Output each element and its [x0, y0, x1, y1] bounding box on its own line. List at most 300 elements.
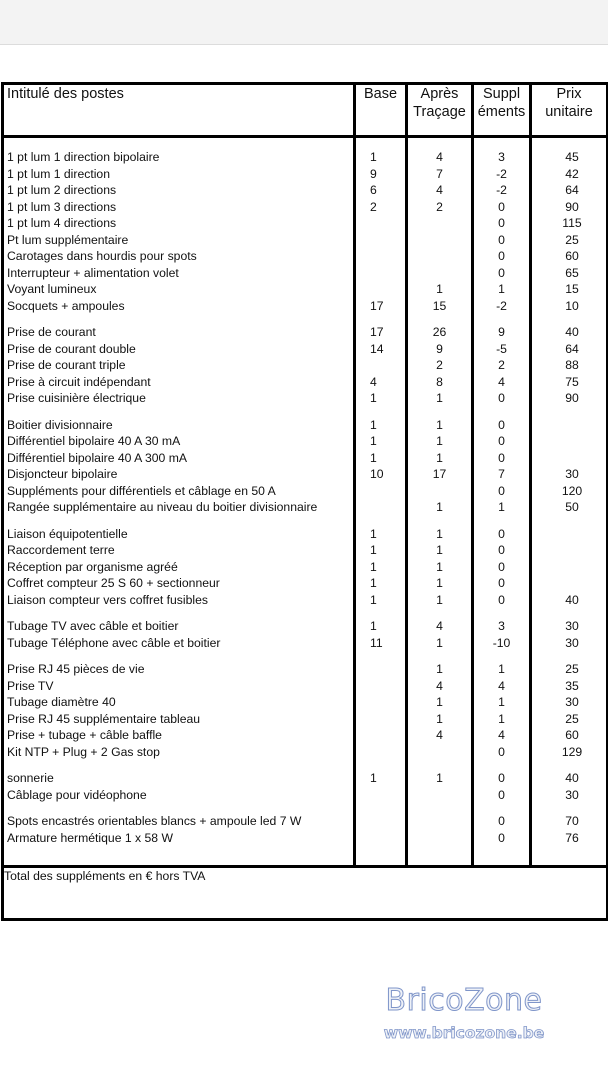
row-label: Rangée supplémentaire au niveau du boitier divisionnaire — [3, 499, 355, 516]
spacer-cell — [473, 608, 531, 618]
row-spacer — [3, 651, 608, 661]
table-row — [3, 182, 608, 199]
spacer-cell — [531, 407, 608, 417]
header-prix — [531, 84, 608, 137]
row-prix: 30 — [531, 618, 608, 635]
spacer-cell — [531, 651, 608, 661]
table-row — [3, 298, 608, 315]
row-prix — [531, 575, 608, 592]
row-apres: 8 — [407, 374, 473, 391]
row-prix: 25 — [531, 711, 608, 728]
row-suppl: 0 — [473, 483, 531, 500]
spacer-cell — [407, 760, 473, 770]
row-label: Prise cuisinière électrique — [3, 390, 355, 407]
row-suppl: 0 — [473, 450, 531, 467]
table-row — [3, 592, 608, 609]
row-base: 9 — [355, 166, 407, 183]
spacer-cell — [3, 651, 355, 661]
row-suppl: 1 — [473, 694, 531, 711]
header-suppl-line1: Suppl — [482, 86, 521, 102]
row-prix: 10 — [531, 298, 608, 315]
row-apres: 1 — [407, 526, 473, 543]
row-base — [355, 357, 407, 374]
row-base: 1 — [355, 770, 407, 787]
price-sheet — [1, 82, 606, 924]
spacer-cell — [355, 314, 407, 324]
row-spacer — [3, 803, 608, 813]
row-apres — [407, 265, 473, 282]
row-suppl: 0 — [473, 199, 531, 216]
spacer-cell — [473, 760, 531, 770]
row-label: Boitier divisionnaire — [3, 417, 355, 434]
row-label: Prise à circuit indépendant — [3, 374, 355, 391]
row-label: 1 pt lum 3 directions — [3, 199, 355, 216]
total-label: Total des suppléments en € hors TVA — [3, 867, 608, 920]
row-suppl: 0 — [473, 830, 531, 847]
row-base — [355, 232, 407, 249]
table-row — [3, 232, 608, 249]
row-suppl: 0 — [473, 526, 531, 543]
browser-top-bar — [0, 0, 608, 45]
row-spacer — [3, 516, 608, 526]
row-prix: 40 — [531, 324, 608, 341]
row-spacer — [3, 137, 608, 150]
row-base: 14 — [355, 341, 407, 358]
row-prix: 120 — [531, 483, 608, 500]
row-label: 1 pt lum 1 direction bipolaire — [3, 149, 355, 166]
table-row — [3, 265, 608, 282]
row-label: Liaison compteur vers coffret fusibles — [3, 592, 355, 609]
row-base: 1 — [355, 417, 407, 434]
row-apres — [407, 232, 473, 249]
spacer-cell — [3, 846, 355, 867]
spacer-cell — [407, 314, 473, 324]
row-prix: 60 — [531, 248, 608, 265]
row-label: Raccordement terre — [3, 542, 355, 559]
row-prix: 115 — [531, 215, 608, 232]
row-base: 1 — [355, 618, 407, 635]
spacer-cell — [531, 608, 608, 618]
row-suppl: 4 — [473, 678, 531, 695]
row-apres — [407, 813, 473, 830]
row-prix: 40 — [531, 770, 608, 787]
row-suppl: 0 — [473, 232, 531, 249]
row-apres: 1 — [407, 592, 473, 609]
row-base: 1 — [355, 592, 407, 609]
row-base — [355, 727, 407, 744]
spacer-cell — [407, 407, 473, 417]
header-suppl — [473, 84, 531, 137]
spacer-cell — [407, 608, 473, 618]
spacer-cell — [3, 608, 355, 618]
row-apres: 4 — [407, 182, 473, 199]
table-row — [3, 813, 608, 830]
table-row — [3, 374, 608, 391]
row-suppl: 0 — [473, 215, 531, 232]
table-row — [3, 324, 608, 341]
row-suppl: 0 — [473, 744, 531, 761]
spacer-cell — [3, 760, 355, 770]
header-base: Base — [355, 84, 407, 137]
table-row — [3, 711, 608, 728]
quote-table — [1, 82, 608, 921]
table-row — [3, 618, 608, 635]
row-prix: 88 — [531, 357, 608, 374]
row-label: Liaison équipotentielle — [3, 526, 355, 543]
row-apres: 1 — [407, 711, 473, 728]
row-label: Voyant lumineux — [3, 281, 355, 298]
row-label: Prise de courant — [3, 324, 355, 341]
table-row — [3, 390, 608, 407]
row-apres: 1 — [407, 635, 473, 652]
table-row — [3, 787, 608, 804]
row-apres — [407, 830, 473, 847]
row-suppl: 0 — [473, 390, 531, 407]
row-apres: 4 — [407, 727, 473, 744]
row-prix: 90 — [531, 390, 608, 407]
spacer-cell — [3, 803, 355, 813]
row-base: 1 — [355, 526, 407, 543]
table-row — [3, 830, 608, 847]
row-base — [355, 215, 407, 232]
table-row — [3, 744, 608, 761]
bricozone-url: www.bricozone.be — [383, 1024, 545, 1042]
row-suppl: 0 — [473, 559, 531, 576]
table-row — [3, 357, 608, 374]
spacer-cell — [355, 651, 407, 661]
row-prix: 35 — [531, 678, 608, 695]
row-prix: 70 — [531, 813, 608, 830]
row-apres: 1 — [407, 770, 473, 787]
row-apres: 17 — [407, 466, 473, 483]
row-spacer — [3, 760, 608, 770]
table-body — [3, 137, 608, 867]
row-base: 17 — [355, 298, 407, 315]
spacer-cell — [531, 760, 608, 770]
row-base: 1 — [355, 149, 407, 166]
row-apres: 4 — [407, 149, 473, 166]
table-row — [3, 499, 608, 516]
row-suppl: 0 — [473, 787, 531, 804]
table-row — [3, 248, 608, 265]
spacer-cell — [473, 137, 531, 150]
row-spacer — [3, 407, 608, 417]
spacer-cell — [355, 137, 407, 150]
row-suppl: -10 — [473, 635, 531, 652]
row-prix: 40 — [531, 592, 608, 609]
table-row — [3, 727, 608, 744]
row-base — [355, 248, 407, 265]
table-row — [3, 542, 608, 559]
row-prix — [531, 417, 608, 434]
row-base: 1 — [355, 390, 407, 407]
row-prix — [531, 559, 608, 576]
row-label: Prise RJ 45 pièces de vie — [3, 661, 355, 678]
row-label: Tubage diamètre 40 — [3, 694, 355, 711]
row-base — [355, 830, 407, 847]
table-row — [3, 450, 608, 467]
spacer-cell — [407, 803, 473, 813]
spacer-cell — [473, 314, 531, 324]
spacer-cell — [473, 651, 531, 661]
row-suppl: 2 — [473, 357, 531, 374]
table-header-row — [3, 84, 608, 137]
spacer-cell — [473, 407, 531, 417]
row-base — [355, 499, 407, 516]
row-prix: 50 — [531, 499, 608, 516]
spacer-cell — [531, 803, 608, 813]
spacer-cell — [355, 516, 407, 526]
row-suppl: -2 — [473, 182, 531, 199]
table-row — [3, 215, 608, 232]
row-label: Prise RJ 45 supplémentaire tableau — [3, 711, 355, 728]
row-apres: 2 — [407, 199, 473, 216]
row-apres: 1 — [407, 559, 473, 576]
row-apres — [407, 787, 473, 804]
header-prix-line1: Prix — [556, 86, 582, 102]
row-suppl: -2 — [473, 166, 531, 183]
row-base — [355, 694, 407, 711]
row-apres: 1 — [407, 575, 473, 592]
row-label: Disjoncteur bipolaire — [3, 466, 355, 483]
row-spacer — [3, 608, 608, 618]
row-base: 1 — [355, 433, 407, 450]
row-prix: 30 — [531, 694, 608, 711]
spacer-cell — [531, 314, 608, 324]
row-label: 1 pt lum 1 direction — [3, 166, 355, 183]
row-prix: 30 — [531, 635, 608, 652]
row-suppl: 0 — [473, 433, 531, 450]
row-label: Armature hermétique 1 x 58 W — [3, 830, 355, 847]
spacer-cell — [531, 516, 608, 526]
row-prix: 45 — [531, 149, 608, 166]
table-row — [3, 678, 608, 695]
row-apres: 1 — [407, 661, 473, 678]
row-apres: 1 — [407, 390, 473, 407]
row-label: 1 pt lum 4 directions — [3, 215, 355, 232]
row-prix — [531, 450, 608, 467]
spacer-cell — [355, 608, 407, 618]
row-apres: 9 — [407, 341, 473, 358]
spacer-cell — [531, 846, 608, 867]
row-suppl: 4 — [473, 374, 531, 391]
row-base: 6 — [355, 182, 407, 199]
row-base — [355, 813, 407, 830]
table-row — [3, 661, 608, 678]
row-suppl: 1 — [473, 711, 531, 728]
table-row — [3, 575, 608, 592]
row-base — [355, 281, 407, 298]
bricozone-logo: BricoZone — [385, 983, 543, 1018]
row-suppl: 7 — [473, 466, 531, 483]
row-label: Prise + tubage + câble baffle — [3, 727, 355, 744]
table-row — [3, 166, 608, 183]
row-label: Kit NTP + Plug + 2 Gas stop — [3, 744, 355, 761]
row-suppl: 4 — [473, 727, 531, 744]
row-label: Interrupteur + alimentation volet — [3, 265, 355, 282]
spacer-cell — [355, 407, 407, 417]
row-spacer — [3, 314, 608, 324]
spacer-cell — [355, 846, 407, 867]
row-prix: 90 — [531, 199, 608, 216]
row-prix: 60 — [531, 727, 608, 744]
row-prix: 25 — [531, 661, 608, 678]
row-apres: 1 — [407, 417, 473, 434]
table-row — [3, 770, 608, 787]
row-apres — [407, 215, 473, 232]
row-prix: 129 — [531, 744, 608, 761]
header-apres-line1: Après — [420, 86, 459, 102]
row-base — [355, 711, 407, 728]
row-label: Différentiel bipolaire 40 A 30 mA — [3, 433, 355, 450]
row-prix — [531, 433, 608, 450]
row-label: Réception par organisme agréé — [3, 559, 355, 576]
row-prix — [531, 526, 608, 543]
row-apres: 1 — [407, 433, 473, 450]
row-suppl: 1 — [473, 281, 531, 298]
row-label: Câblage pour vidéophone — [3, 787, 355, 804]
spacer-cell — [407, 516, 473, 526]
row-base: 2 — [355, 199, 407, 216]
spacer-cell — [3, 516, 355, 526]
row-label: 1 pt lum 2 directions — [3, 182, 355, 199]
total-row — [3, 867, 608, 920]
row-suppl: 0 — [473, 575, 531, 592]
spacer-cell — [3, 407, 355, 417]
row-suppl: 1 — [473, 499, 531, 516]
row-suppl: 1 — [473, 661, 531, 678]
row-suppl: 3 — [473, 618, 531, 635]
row-suppl: -2 — [473, 298, 531, 315]
spacer-cell — [407, 846, 473, 867]
row-suppl: 0 — [473, 592, 531, 609]
row-suppl: 0 — [473, 265, 531, 282]
table-row — [3, 433, 608, 450]
row-base: 1 — [355, 575, 407, 592]
table-row — [3, 526, 608, 543]
row-label: Prise de courant double — [3, 341, 355, 358]
spacer-cell — [355, 760, 407, 770]
row-prix — [531, 542, 608, 559]
row-apres: 15 — [407, 298, 473, 315]
row-prix: 64 — [531, 341, 608, 358]
row-suppl: -5 — [473, 341, 531, 358]
table-row — [3, 149, 608, 166]
row-base: 17 — [355, 324, 407, 341]
row-prix: 25 — [531, 232, 608, 249]
row-base — [355, 661, 407, 678]
spacer-cell — [3, 137, 355, 150]
row-suppl: 9 — [473, 324, 531, 341]
row-prix: 76 — [531, 830, 608, 847]
row-suppl: 0 — [473, 813, 531, 830]
row-label: Carotages dans hourdis pour spots — [3, 248, 355, 265]
row-prix: 15 — [531, 281, 608, 298]
row-label: Socquets + ampoules — [3, 298, 355, 315]
header-label: Intitulé des postes — [3, 84, 355, 137]
row-label: Spots encastrés orientables blancs + ampoule led 7 W — [3, 813, 355, 830]
table-row — [3, 466, 608, 483]
row-suppl: 0 — [473, 417, 531, 434]
row-apres — [407, 744, 473, 761]
row-base — [355, 265, 407, 282]
table-row — [3, 199, 608, 216]
row-apres: 1 — [407, 542, 473, 559]
spacer-cell — [473, 516, 531, 526]
row-label: Différentiel bipolaire 40 A 300 mA — [3, 450, 355, 467]
row-apres: 26 — [407, 324, 473, 341]
table-row — [3, 635, 608, 652]
row-prix: 75 — [531, 374, 608, 391]
spacer-cell — [473, 846, 531, 867]
row-base: 11 — [355, 635, 407, 652]
row-apres: 4 — [407, 678, 473, 695]
row-spacer — [3, 846, 608, 867]
row-label: Pt lum supplémentaire — [3, 232, 355, 249]
row-apres — [407, 483, 473, 500]
row-base — [355, 483, 407, 500]
spacer-cell — [407, 137, 473, 150]
header-apres-line2: Traçage — [413, 104, 466, 120]
table-row — [3, 694, 608, 711]
table-row — [3, 559, 608, 576]
row-prix: 30 — [531, 787, 608, 804]
row-suppl: 3 — [473, 149, 531, 166]
spacer-cell — [407, 651, 473, 661]
row-apres: 1 — [407, 694, 473, 711]
header-prix-line2: unitaire — [545, 104, 593, 120]
row-suppl: 0 — [473, 248, 531, 265]
row-prix: 30 — [531, 466, 608, 483]
row-base — [355, 678, 407, 695]
row-label: Prise de courant triple — [3, 357, 355, 374]
row-label: Coffret compteur 25 S 60 + sectionneur — [3, 575, 355, 592]
table-row — [3, 417, 608, 434]
row-apres: 7 — [407, 166, 473, 183]
row-base — [355, 787, 407, 804]
spacer-cell — [531, 137, 608, 150]
row-prix: 64 — [531, 182, 608, 199]
row-base — [355, 744, 407, 761]
row-base: 1 — [355, 559, 407, 576]
spacer-cell — [355, 803, 407, 813]
row-apres — [407, 248, 473, 265]
row-prix: 42 — [531, 166, 608, 183]
row-label: sonnerie — [3, 770, 355, 787]
row-base: 10 — [355, 466, 407, 483]
row-suppl: 0 — [473, 770, 531, 787]
row-base: 1 — [355, 542, 407, 559]
table-row — [3, 341, 608, 358]
row-apres: 2 — [407, 357, 473, 374]
row-base: 4 — [355, 374, 407, 391]
row-label: Tubage Téléphone avec câble et boitier — [3, 635, 355, 652]
table-row — [3, 281, 608, 298]
row-base: 1 — [355, 450, 407, 467]
row-apres: 1 — [407, 450, 473, 467]
row-apres: 1 — [407, 281, 473, 298]
row-prix: 65 — [531, 265, 608, 282]
spacer-cell — [3, 314, 355, 324]
row-suppl: 0 — [473, 542, 531, 559]
row-label: Tubage TV avec câble et boitier — [3, 618, 355, 635]
header-apres — [407, 84, 473, 137]
row-label: Prise TV — [3, 678, 355, 695]
header-suppl-line2: éments — [477, 104, 526, 120]
row-label: Suppléments pour différentiels et câblage en 50 A — [3, 483, 355, 500]
table-row — [3, 483, 608, 500]
row-apres: 4 — [407, 618, 473, 635]
